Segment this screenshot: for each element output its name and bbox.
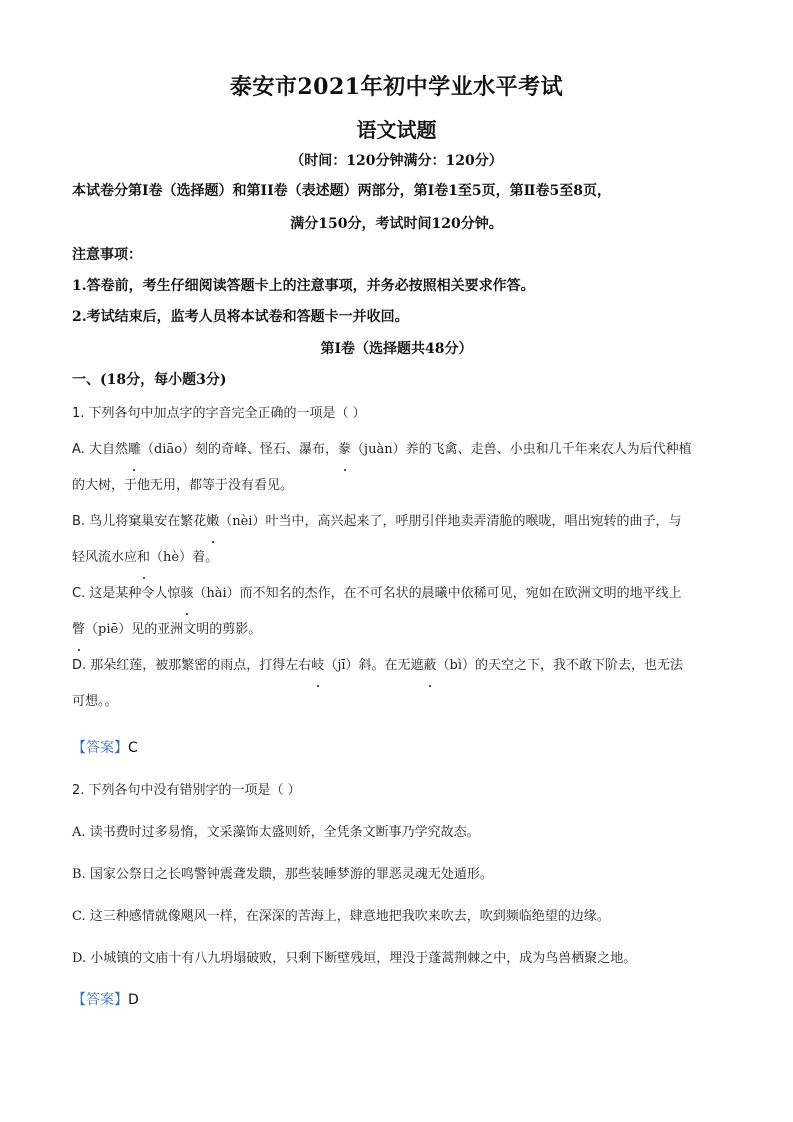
option-text: 轻风流水应 (72, 550, 138, 565)
question-1-option-d (72, 648, 727, 720)
note-item-2: 2.考试结束后，监考人员将本试卷和答题卡一并收回。 (72, 309, 409, 325)
dotted-char: 雕 (128, 432, 141, 468)
option-text: （nèi）叶当中，高兴起来了，呼朋引伴地卖弄清脆的喉咙，唱出宛转的曲子，与 (219, 514, 682, 529)
dotted-char: 瞥 (72, 612, 85, 648)
question-2-option-c: C. 这三种感情就像飓风一样，在深深的苦海上，肆意地把我吹来吹去，吹到频临绝望的边缘。 (72, 909, 610, 924)
answer-label: 【答案】 (72, 740, 128, 756)
question-1-option-a (72, 432, 727, 504)
option-letter: C. (72, 586, 90, 601)
note-item-1: 1.答卷前，考生仔细阅读答题卡上的注意事项，并务必按照相关要求作答。 (72, 278, 535, 294)
option-text: （bì）的天空之下，我不敢下阶去，也无法 (436, 658, 684, 673)
question-1-stem: 1. 下列各句中加点字的字音完全正确的一项是（ ） (72, 406, 366, 421)
option-text: （hè）着。 (150, 550, 219, 565)
option-text: （jī）斜。在无遮 (324, 658, 424, 673)
dotted-char: 和 (137, 540, 150, 576)
question-1 (72, 396, 727, 720)
time-info: （时间：120分钟满分：120分） (290, 153, 503, 169)
question-2-stem: 2. 下列各句中没有错别字的一项是（ ） (72, 783, 301, 798)
question-2-answer (72, 989, 139, 1009)
intro-line-2: 满分150分，考试时间120分钟。 (290, 216, 503, 232)
dotted-char: 骇 (180, 576, 193, 612)
answer-label: 【答案】 (72, 992, 128, 1008)
exam-subtitle: 语文试题 (356, 118, 437, 142)
dotted-char: 豢 (338, 432, 351, 468)
part1-heading: 第Ⅰ卷（选择题共48分） (320, 341, 473, 357)
intro-line-1: 本试卷分第Ⅰ卷（选择题）和第II卷（表述题）两部分，第Ⅰ卷1至5页，第Ⅱ卷5至8页， (72, 183, 611, 199)
dotted-char: 蔽 (424, 648, 437, 684)
exam-title: 泰安市2021年初中学业水平考试 (229, 74, 564, 100)
dotted-char: 嫩 (206, 504, 219, 540)
option-text: 那朵红莲，被那繁密的雨点，打得左右 (90, 658, 312, 673)
answer-value: D (128, 992, 139, 1008)
option-text: 鸟儿将窠巢安在繁花 (89, 514, 207, 529)
option-letter: B. (72, 514, 90, 529)
answer-value: C (128, 740, 138, 756)
question-1-option-b (72, 504, 727, 576)
option-text: 的大树，于他无用，都等于没有看见。 (72, 478, 294, 493)
option-letter: D. (72, 658, 91, 673)
option-text: （hài）而不知名的杰作，在不可名状的晨曦中依稀可见，宛如在欧洲文明的地平线上 (193, 586, 682, 601)
option-text: （juàn）养的飞禽、走兽、小虫和几千年来农人为后代种植 (351, 442, 692, 457)
option-text: （diāo）刻的奇峰、怪石、瀑布， (140, 442, 339, 457)
question-1-answer (72, 737, 138, 757)
option-text: 大自然 (88, 442, 128, 457)
question-2-option-b: B. 国家公祭日之长鸣警钟震聋发聩，那些装睡梦游的罪恶灵魂无处遁形。 (72, 867, 493, 882)
question-2-option-d: D. 小城镇的文庙十有八九坍塌破败，只剩下断壁残垣，埋没于蓬蒿荆棘之中，成为鸟兽栖聚之地。 (72, 951, 637, 966)
question-1-option-c (72, 576, 727, 648)
question-2-option-a: A. 读书费时过多易惰，文采藻饰太盛则娇，全凭条文断事乃学究故态。 (72, 825, 480, 840)
option-letter: A. (72, 442, 89, 457)
dotted-char: 岐 (311, 648, 324, 684)
question-2 (72, 770, 727, 980)
option-text: 这是某种令人惊 (89, 586, 181, 601)
option-text: （piē）见的亚洲文明的剪影。 (85, 622, 262, 637)
notes-title: 注意事项： (72, 247, 142, 263)
section-heading: 一、(18分，每小题3分) (72, 372, 227, 388)
option-text: 可想。。 (72, 694, 118, 709)
